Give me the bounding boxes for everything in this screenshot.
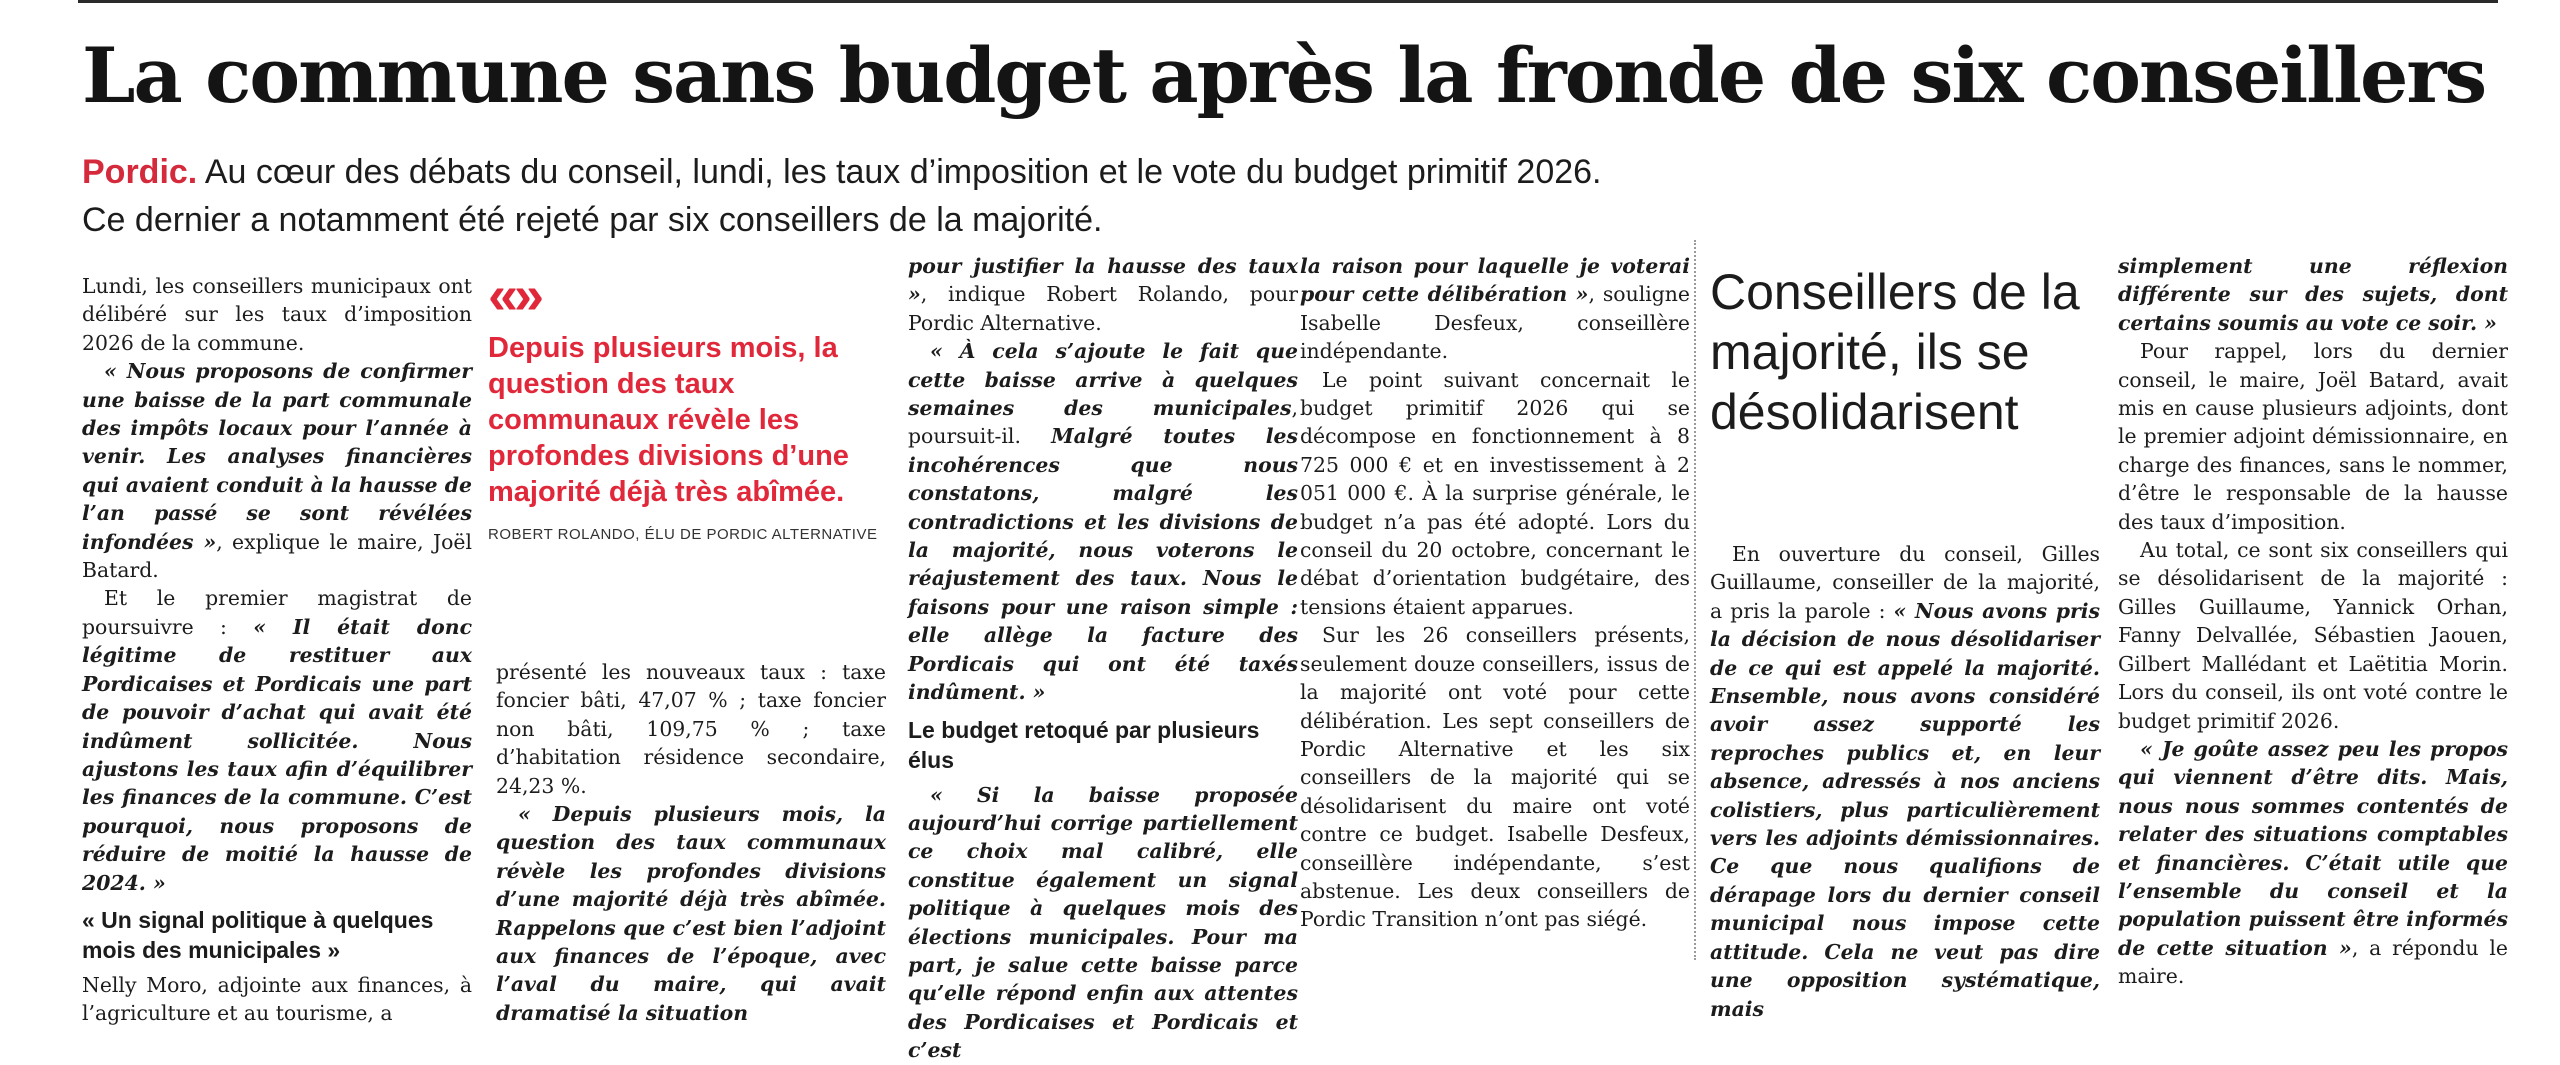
col1-paragraph-4: Nelly Moro, adjointe aux finances, à l’agriculture et au tourisme, a bbox=[82, 972, 472, 1026]
standfirst-location: Pordic. bbox=[82, 153, 198, 191]
article-column-2 bbox=[496, 658, 886, 1027]
col2-paragraph-1: présenté les nouveaux taux : taxe foncier bâti, 47,07 % ; taxe foncier non bâti, 109,75 % ; taxe d’habitation résidence secondaire, 24,23 %. bbox=[496, 660, 886, 798]
quote: pour justifier la hausse des taux » bbox=[908, 254, 1298, 307]
article-column-1 bbox=[82, 272, 472, 1028]
subheading: Le budget retoqué par plusieurs élus bbox=[908, 716, 1260, 773]
quote: « Nous avons pris la décision de nous désolidariser de ce qui est appelé la majorité. Ensemble, nous avons considéré avoir assez supporté les reproches publics et, en leur absence, adressés à nos anciens colistiers, plus particulièrement vers les adjoints démissionnaires. Ce que nous qualifions de dérapage lors du dernier conseil municipal nous impose cette attitude. Cela ne veut pas dire une opposition systématique, mais bbox=[1710, 598, 2100, 1021]
col1-paragraph-1: Lundi, les conseillers municipaux ont délibéré sur les taux d’imposition 2026 de la commune. bbox=[82, 274, 472, 355]
pull-quote-credit: ROBERT ROLANDO, ÉLU DE PORDIC ALTERNATIVE bbox=[488, 526, 878, 543]
quote: « Je goûte assez peu les propos qui viennent d’être dits. Mais, nous nous sommes contentés de relater des situations comptables et financières. C’était utile que l’ensemble du conseil et la population puissent être informés de cette situation » bbox=[2118, 736, 2508, 960]
headline: La commune sans budget après la fronde de six conseillers bbox=[82, 31, 2486, 120]
col1-paragraph-2 bbox=[82, 357, 472, 584]
sidebar-paragraph-4 bbox=[2118, 735, 2508, 991]
quote-marks-icon: «» bbox=[488, 265, 541, 325]
sidebar-paragraph-2: Pour rappel, lors du dernier conseil, le maire, Joël Batard, avait mis en cause plusieurs adjoints, dont le premier adjoint démissionnaire, en charge des finances, sans le nommer, d’être le responsable de la hausse des taux d’imposition. bbox=[2118, 339, 2508, 534]
sidebar-column-2 bbox=[2118, 252, 2508, 991]
quote: « Il était donc légitime de restituer aux Pordicaises et Pordicais une part de pouvoir d’achat qui avait été indûment sollicitée. Nous ajustons les taux afin d’équilibrer les finances de la commune. C’est pourquoi, nous proposons de réduire de moitié la hausse de 2024. » bbox=[82, 614, 472, 895]
pull-quote bbox=[488, 265, 888, 545]
col3-paragraph-3 bbox=[908, 781, 1298, 1065]
pull-quote-text: Depuis plusieurs mois, la question des taux communaux révèle les profondes divisions d’une majorité déjà très abîmée. bbox=[488, 332, 849, 508]
quote: « Nous proposons de confirmer une baisse de la part communale des impôts locaux pour l’année à venir. Les analyses financières qui avaient conduit à la hausse de l’an passé se sont révélées infondées » bbox=[82, 359, 472, 554]
sidebar-paragraph-1 bbox=[1710, 540, 2100, 1023]
attribution: , souligne Isabelle Desfeux, conseillère indépendante. bbox=[1300, 282, 1690, 364]
standfirst bbox=[82, 148, 1642, 244]
article-column-4 bbox=[1300, 252, 1690, 934]
subheading: « Un signal politique à quelques mois des municipales » bbox=[82, 906, 434, 963]
sidebar-paragraph-3: Au total, ce sont six conseillers qui se désolidarisent de la majorité : Gilles Guillaume, Yannick Orhan, Fanny Delvallée, Sébastien Jaouen, Gilbert Mallédant et Laëtitia Morin. Lors du conseil, ils ont voté contre le budget primitif 2026. bbox=[2118, 538, 2508, 733]
attribution: , poursuit-il. bbox=[908, 396, 1298, 449]
attribution: , indique Robert Rolando, pour Pordic Alternative. bbox=[908, 282, 1298, 335]
column-divider bbox=[1694, 240, 1696, 960]
quote: simplement une réflexion différente sur des sujets, dont certains soumis au vote ce soir. » bbox=[2118, 254, 2508, 335]
sidebar-paragraph-cont bbox=[2118, 252, 2508, 337]
standfirst-text: Au cœur des débats du conseil, lundi, les taux d’imposition et le vote du budget primitif 2026. Ce dernier a notamment été rejeté par six conseillers de la majorité. bbox=[82, 153, 1602, 239]
col4-paragraph-1 bbox=[1300, 252, 1690, 366]
quote: « Si la baisse proposée aujourd’hui corrige partiellement ce choix mal calibré, elle constitue également un signal politique à quelques mois des élections municipales. Pour ma part, je salue cette baisse parce qu’elle répond enfin aux attentes des Pordicaises et Pordicais et c’est bbox=[908, 782, 1298, 1063]
col4-paragraph-2: Le point suivant concernait le budget primitif 2026 qui se décompose en fonctionnement à 8 725 000 € et en investissement à 2 051 000 €. À la surprise générale, le budget n’a pas été adopté. Lors du conseil du 20 octobre, concernant le débat d’orientation budgétaire, des tensions étaient apparues. bbox=[1300, 367, 1690, 619]
text: Et le premier magistrat de poursuivre : bbox=[82, 586, 472, 639]
quote: la raison pour laquelle je voterai pour cette délibération » bbox=[1300, 254, 1690, 307]
attribution: , explique le maire, Joël Batard. bbox=[82, 529, 472, 583]
col3-paragraph-1 bbox=[908, 252, 1298, 337]
sidebar-title: Conseillers de la majorité, ils se désolidarisent bbox=[1710, 264, 2080, 440]
quote: Malgré toutes les incohérences que nous constatons, malgré les contradictions et les divisions de la majorité, nous voterons le réajustement des taux. Nous le faisons pour une raison simple : elle allège la facture des Pordicais qui ont été taxés indûment. » bbox=[908, 424, 1298, 705]
col2-paragraph-2 bbox=[496, 800, 886, 1027]
col4-paragraph-3: Sur les 26 conseillers présents, seulement douze conseillers, issus de la majorité ont voté pour cette délibération. Les sept conseillers de Pordic Alternative et les six conseillers de la majorité qui se désolidarisent du maire ont voté contre ce budget. Isabelle Desfeux, conseillère indépendante, s’est abstenue. Les deux conseillers de Pordic Transition n’ont pas siégé. bbox=[1300, 623, 1690, 932]
quote: « Depuis plusieurs mois, la question des taux communaux révèle les profondes divisions d’une majorité déjà très abîmée. Rappelons que c’est bien l’adjoint aux finances de l’époque, avec l’aval du maire, qui avait dramatisé la situation bbox=[496, 802, 886, 1025]
article-column-3 bbox=[908, 252, 1298, 1065]
top-rule bbox=[78, 0, 2498, 3]
text: En ouverture du conseil, Gilles Guillaume, conseiller de la majorité, a pris la parole : bbox=[1710, 542, 2100, 623]
col3-paragraph-2 bbox=[908, 337, 1298, 706]
col1-paragraph-3 bbox=[82, 584, 472, 896]
attribution: , a répondu le maire. bbox=[2118, 935, 2508, 989]
quote: « À cela s’ajoute le fait que cette baisse arrive à quelques semaines des municipales bbox=[908, 339, 1298, 421]
sidebar-column-1 bbox=[1710, 540, 2100, 1023]
